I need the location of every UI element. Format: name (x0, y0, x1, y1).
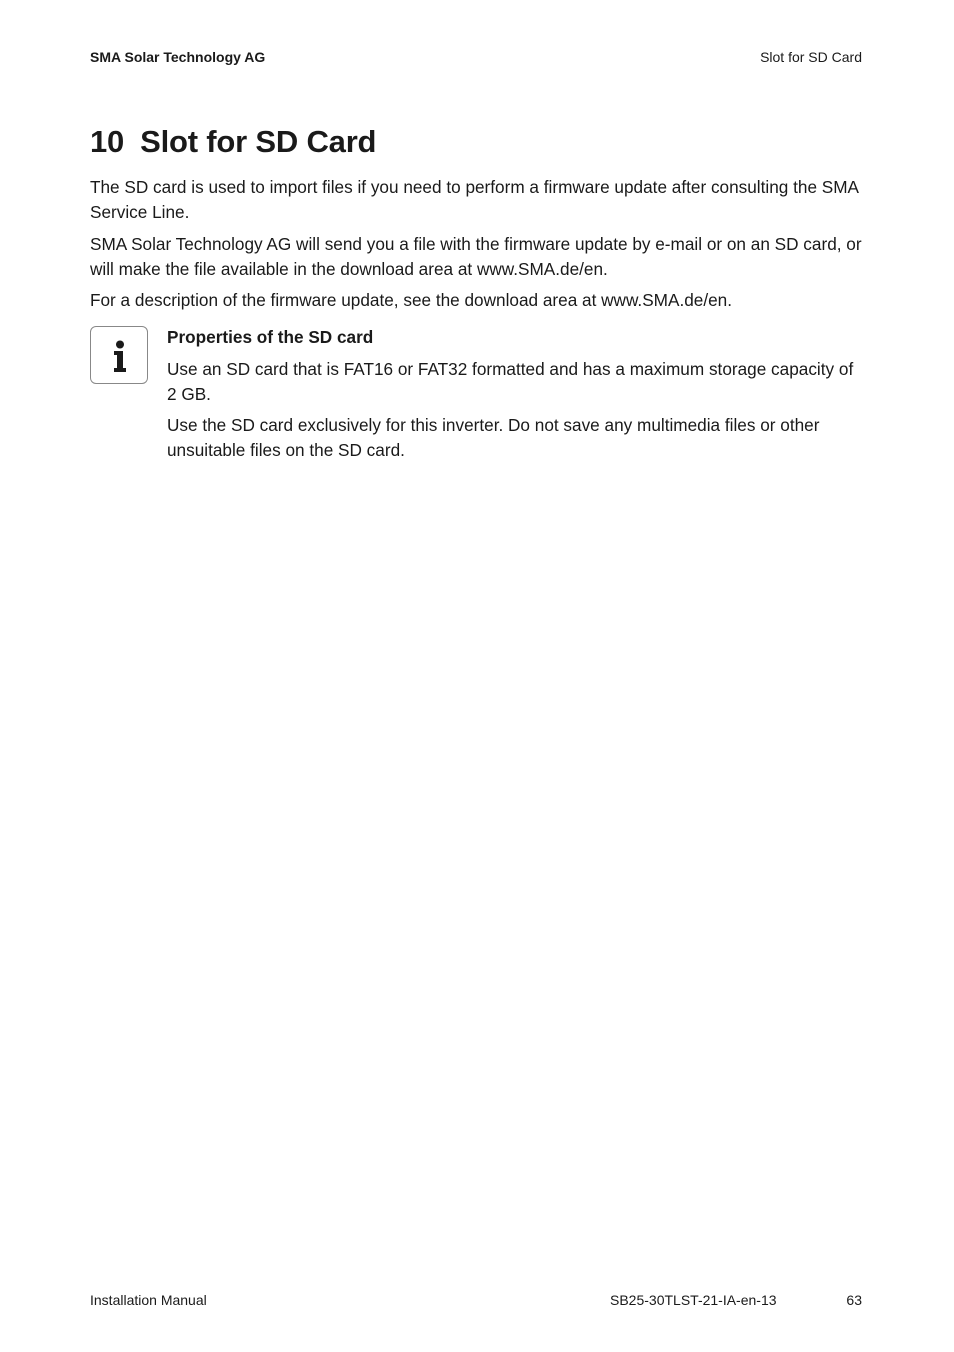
note-title: Properties of the SD card (167, 327, 374, 347)
footer-page-number: 63 (846, 1292, 862, 1308)
paragraph-firmware-delivery: SMA Solar Technology AG will send you a file with the firmware update by e-mail or on an SD card, or will make the file available in the download area at www.SMA.de/en. (90, 234, 862, 279)
note-exclusive-use: Use the SD card exclusively for this inverter. Do not save any multimedia files or other unsuitable files on the SD card. (167, 415, 820, 460)
footer-manual-name: Installation Manual (90, 1292, 207, 1308)
note-format-requirement: Use an SD card that is FAT16 or FAT32 formatted and has a maximum storage capacity of 2 GB. (167, 359, 854, 404)
paragraph-firmware-description: For a description of the firmware update, see the download area at www.SMA.de/en. (90, 290, 733, 310)
header-company: SMA Solar Technology AG (90, 49, 266, 65)
chapter-title (90, 122, 376, 162)
chapter-title-text: Slot for SD Card (140, 124, 377, 159)
paragraph-sd-card-purpose: The SD card is used to import files if you need to perform a firmware update after consulting the SMA Service Line. (90, 177, 859, 222)
chapter-number: 10 (90, 124, 125, 159)
header-section: Slot for SD Card (760, 49, 862, 65)
footer-document-id: SB25-30TLST-21-IA-en-13 (610, 1292, 777, 1308)
info-icon (90, 326, 148, 384)
